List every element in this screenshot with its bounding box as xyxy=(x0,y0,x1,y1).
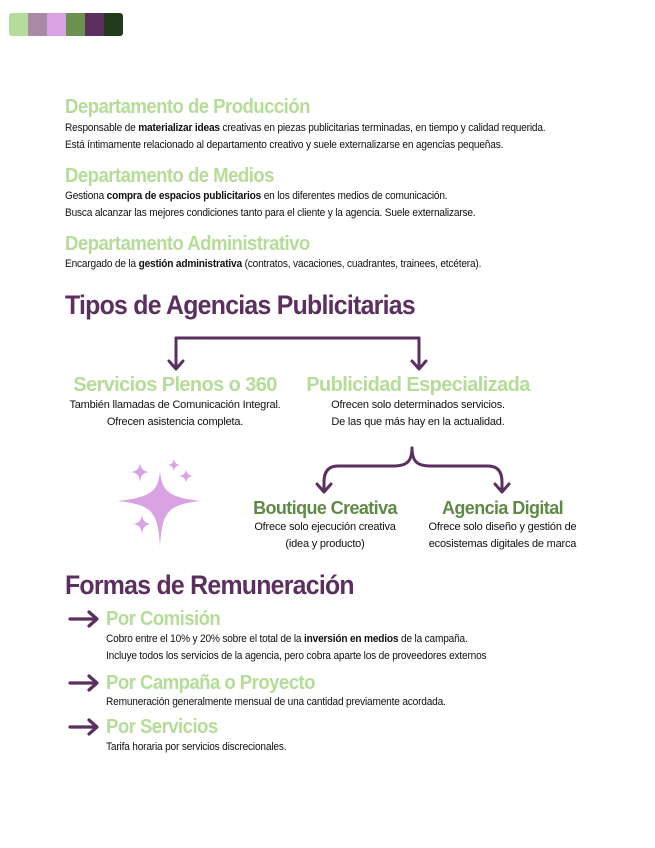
dept-medios-line2: Busca alcanzar las mejores condiciones tanto para el cliente y la agencia. Suele externalizarse. xyxy=(65,207,476,219)
dept-produccion-title: Departamento de Producción xyxy=(65,96,310,118)
agencia-digital-line1: Ofrece solo diseño y gestión de xyxy=(428,521,577,533)
publicidad-especializada-line2: De las que más hay en la actualidad. xyxy=(331,416,505,428)
dept-medios-title: Departamento de Medios xyxy=(65,165,274,187)
servicios-plenos-line2: Ofrecen asistencia completa. xyxy=(106,416,244,428)
comision-line2: Incluye todos los servicios de la agencia, pero cobra aparte los de proveedores externos xyxy=(106,650,487,662)
comision-title: Por Comisión xyxy=(106,608,221,630)
comision-line1: Cobro entre el 10% y 20% sobre el total de la inversión en medios de la campaña. xyxy=(106,633,468,645)
dept-medios-line1: Gestiona compra de espacios publicitarios en los diferentes medios de comunicación. xyxy=(65,190,448,202)
dept-produccion-line1: Responsable de materializar ideas creativas en piezas publicitarias terminadas, en tiempo y calidad requerida. xyxy=(65,122,546,134)
arrow-right-icon xyxy=(68,674,102,692)
agencia-digital-title: Agencia Digital xyxy=(441,498,564,518)
publicidad-especializada-title: Publicidad Especializada xyxy=(306,374,530,396)
servicios-header xyxy=(68,716,226,738)
dept-admin-line1: Encargado de la gestión administrativa (contratos, vacaciones, cuadrantes, trainees, etcétera). xyxy=(65,258,482,270)
servicios-title: Por Servicios xyxy=(106,716,218,738)
sparkles-icon xyxy=(108,455,208,550)
servicios-line1: Tarifa horaria por servicios discrecionales. xyxy=(106,741,287,753)
arrow-right-icon xyxy=(68,718,102,736)
boutique-creativa-line1: Ofrece solo ejecución creativa xyxy=(254,521,396,533)
publicidad-especializada-line1: Ofrecen solo determinados servicios. xyxy=(331,399,505,411)
dept-admin-title: Departamento Administrativo xyxy=(65,233,310,255)
campana-header xyxy=(68,672,331,694)
boutique-creativa-title: Boutique Creativa xyxy=(253,498,397,518)
servicios-plenos-line1: También llamadas de Comunicación Integral. xyxy=(69,399,281,411)
remuneracion-heading: Formas de Remuneración xyxy=(65,570,354,600)
arrow-right-icon xyxy=(68,610,102,628)
dept-produccion-line2: Está íntimamente relacionado al departamento creativo y suele externalizarse en agencias pequeñas. xyxy=(65,139,504,151)
servicios-plenos-title: Servicios Plenos o 360 xyxy=(73,374,277,396)
boutique-creativa-line2: (idea y producto) xyxy=(285,538,365,550)
agencia-digital-line2: ecosistemas digitales de marca xyxy=(428,538,577,550)
campana-title: Por Campaña o Proyecto xyxy=(106,672,315,694)
campana-line1: Remuneración generalmente mensual de una cantidad previamente acordada. xyxy=(106,696,446,708)
comision-header xyxy=(68,608,229,630)
agencias-heading: Tipos de Agencias Publicitarias xyxy=(65,290,415,320)
